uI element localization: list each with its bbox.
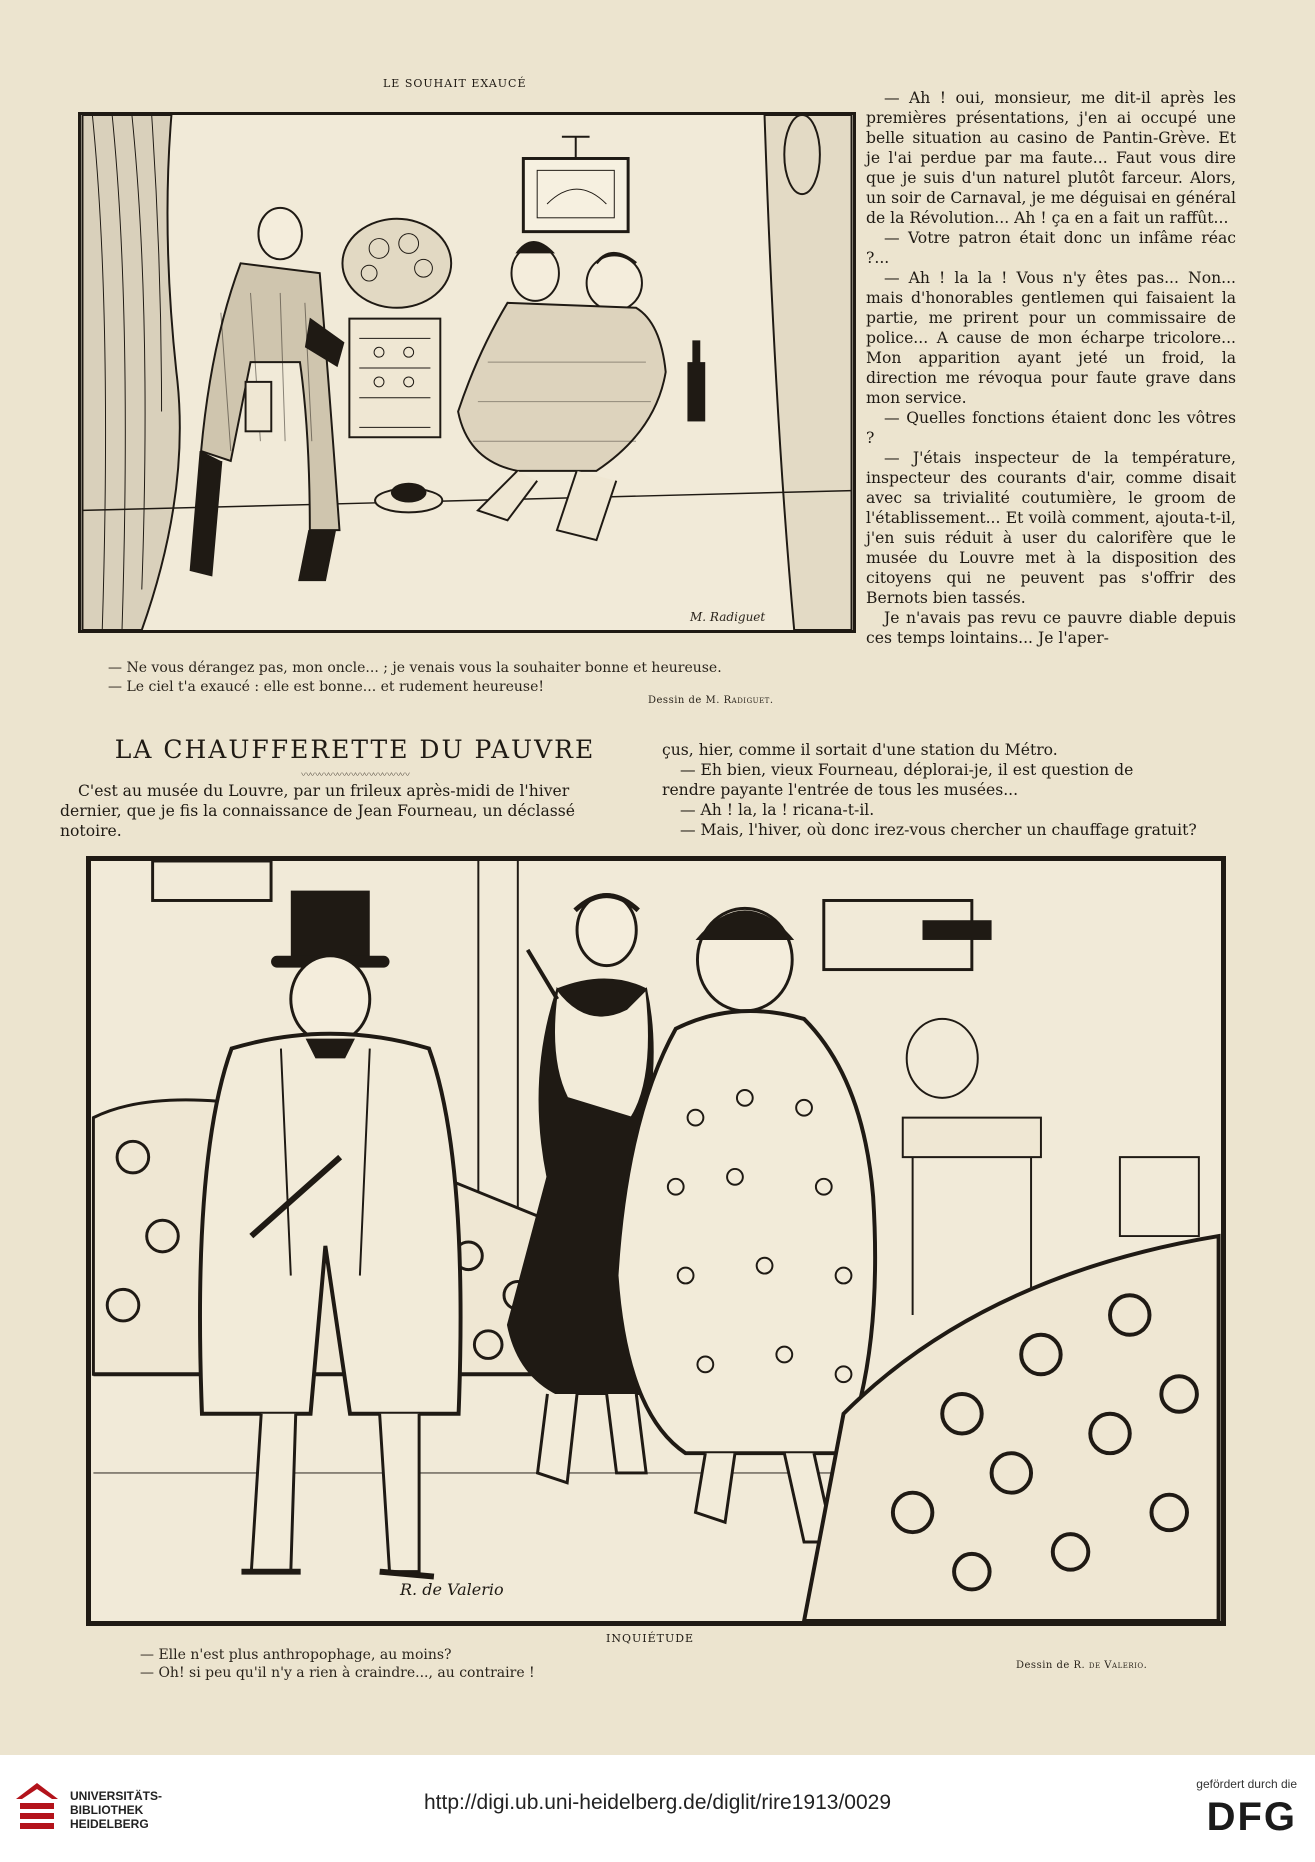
top-illustration-drawing [81, 115, 853, 630]
document-url[interactable]: http://digi.ub.uni-heidelberg.de/diglit/rire1913/0029 [424, 1791, 891, 1814]
bottom-illustration-drawing [91, 861, 1221, 1621]
article-right-column [866, 88, 1236, 648]
wide-line-5: — Mais, l'hiver, où donc irez-vous chercher un chauffage gratuit? [680, 821, 1197, 839]
article-wide-lines [662, 740, 1238, 840]
dfg-logo: DFG [1206, 1795, 1297, 1839]
library-name-line-3: HEIDELBERG [70, 1817, 149, 1831]
title-ornament: 〰〰〰〰〰〰〰〰〰〰〰〰 [301, 770, 409, 781]
article-paragraph: — J'étais inspecteur de la température, inspecteur des courants d'air, comme disait avec sa trivialité coutumière, le groom de l'établissement... Et voilà comment, ajouta-t-il, j'en suis réduit à user du calorifère que le musée du Louvre met à la disposition des citoyens qui ne peuvent pas s'offrir des Bernots bien tassés. [866, 449, 1236, 607]
top-credit-name: M. Radiguet. [705, 695, 774, 706]
bottom-illustration-signature: R. de Valerio [400, 1580, 504, 1599]
wide-line-4: — Ah ! la, la ! ricana-t-il. [680, 801, 875, 819]
intro-line-2: dernier, que je fis la connaissance de Jean Fourneau, un déclassé [60, 802, 575, 820]
intro-line-3: notoire. [60, 822, 122, 840]
top-credit [648, 695, 774, 706]
article-paragraph: — Ah ! oui, monsieur, me dit-il après les premières présentations, j'en ai occupé une belle situation au casino de Pantin-Grève. Et je l'ai perdue par ma faute... Faut vous dire que je suis d'un naturel plutôt farceur. Alors, un soir de Carnaval, je me déguisai en général de la Révolution... Ah ! ça en a fait un raffût... [866, 89, 1236, 227]
top-caption-line-2: — Le ciel t'a exaucé : elle est bonne... et rudement heureuse! [108, 679, 544, 695]
viewer-footer [0, 1755, 1315, 1862]
article-paragraph: — Votre patron était donc un infâme réac ?... [866, 229, 1236, 267]
funding-note: gefördert durch die [1196, 1777, 1297, 1791]
wide-line-1: çus, hier, comme il sortait d'une station du Métro. [662, 741, 1058, 759]
bottom-caption-line-1: — Elle n'est plus anthropophage, au moins? [140, 1647, 452, 1663]
article-paragraph: — Ah ! la la ! Vous n'y êtes pas... Non... mais d'honorables gentlemen qui faisaient la partie, me prirent pour un commissaire de police... A cause de mon écharpe tricolore... Mon apparition ayant jeté un froid, la direction me révoqua pour faute grave dans mon service. [866, 269, 1236, 407]
top-caption-line-1: — Ne vous dérangez pas, mon oncle... ; je venais vous la souhaiter bonne et heureuse. [108, 660, 722, 676]
bottom-illustration-title: INQUIÉTUDE [606, 1632, 695, 1645]
wide-line-3: rendre payante l'entrée de tous les musées... [662, 781, 1019, 799]
wide-line-2: — Eh bien, vieux Fourneau, déplorai-je, il est question de [680, 761, 1134, 779]
article-paragraph: Je n'avais pas revu ce pauvre diable depuis ces temps lointains... Je l'aper- [866, 609, 1236, 647]
article-title: LA CHAUFFERETTE DU PAUVRE [114, 735, 596, 764]
bottom-caption-line-2: — Oh! si peu qu'il n'y a rien à craindre..., au contraire ! [140, 1665, 535, 1681]
library-name-line-1: UNIVERSITÄTS- [70, 1789, 163, 1803]
bottom-credit-prefix: Dessin de [1016, 1660, 1074, 1671]
top-credit-prefix: Dessin de [648, 695, 706, 706]
top-illustration [78, 112, 856, 633]
article-intro [60, 781, 660, 841]
article-paragraph: — Quelles fonctions étaient donc les vôtres ? [866, 409, 1236, 447]
intro-line-1: C'est au musée du Louvre, par un frileux après-midi de l'hiver [78, 782, 570, 800]
top-illustration-title: LE SOUHAIT EXAUCÉ [383, 77, 527, 90]
bottom-credit-name: R. de Valerio. [1073, 1660, 1148, 1671]
library-name-line-2: BIBLIOTHEK [70, 1803, 144, 1817]
bottom-credit [1016, 1660, 1147, 1671]
top-illustration-signature: M. Radiguet [690, 610, 766, 624]
bottom-illustration [86, 856, 1226, 1626]
